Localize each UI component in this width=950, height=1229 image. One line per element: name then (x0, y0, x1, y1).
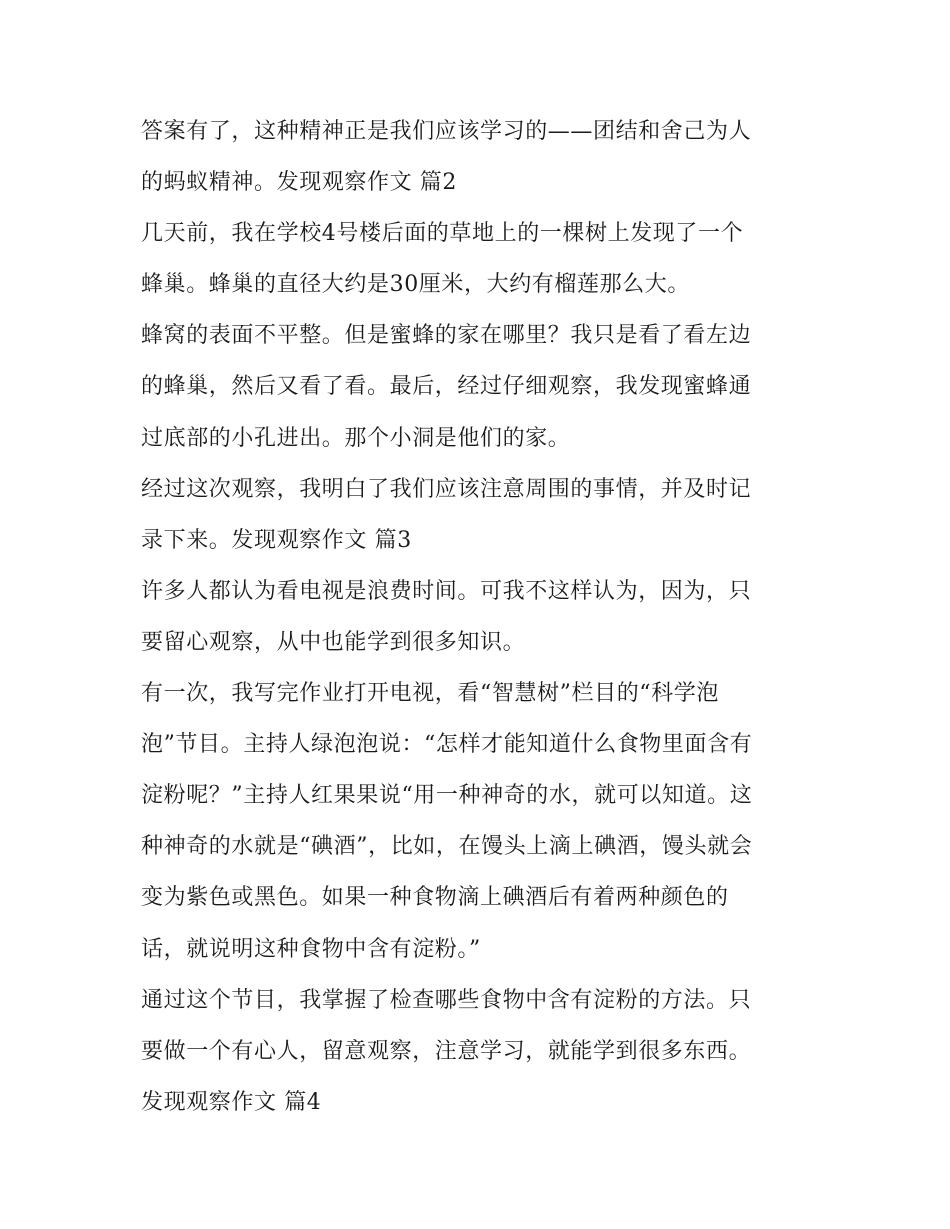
text-line: 要做一个有心人，留意观察，注意学习，就能学到很多东西。 (141, 1038, 752, 1064)
text-line: 淀粉呢？”主持人红果果说“用一种神奇的水，就可以知道。这 (141, 783, 753, 809)
text-line: 通过这个节目，我掌握了检查哪些食物中含有淀粉的方法。只 (141, 987, 752, 1013)
text-line: 种神奇的水就是“碘酒”，比如，在馒头上滴上碘酒，馒头就会 (141, 834, 753, 860)
text-line: 变为紫色或黑色。如果一种食物滴上碘酒后有着两种颜色的 (141, 885, 729, 911)
text-line: 要留心观察，从中也能学到很多知识。 (141, 629, 526, 655)
text-line: 话，就说明这种食物中含有淀粉。” (141, 936, 481, 962)
text-line: 蜂巢。蜂巢的直径大约是30厘米，大约有榴莲那么大。 (141, 272, 690, 298)
text-line: 有一次，我写完作业打开电视，看“智慧树”栏目的“科学泡 (141, 681, 719, 707)
text-line: 的蚂蚁精神。发现观察作文 篇2 (141, 170, 457, 196)
text-line: 答案有了，这种精神正是我们应该学习的——团结和舍己为人 (141, 119, 752, 144)
text-line: 几天前，我在学校4号楼后面的草地上的一棵树上发现了一个 (141, 221, 744, 247)
text-line: 经过这次观察，我明白了我们应该注意周围的事情，并及时记 (141, 476, 752, 502)
text-line: 蜂窝的表面不平整。但是蜜蜂的家在哪里？我只是看了看左边 (141, 323, 752, 349)
text-line: 的蜂巢，然后又看了看。最后，经过仔细观察，我发现蜜蜂通 (141, 374, 752, 400)
text-line: 过底部的小孔进出。那个小洞是他们的家。 (141, 425, 571, 451)
text-line: 录下来。发现观察作文 篇3 (141, 527, 412, 553)
text-line: 许多人都认为看电视是浪费时间。可我不这样认为，因为，只 (141, 578, 752, 604)
text-line: 泡”节目。主持人绿泡泡说：“怎样才能知道什么食物里面含有 (141, 732, 753, 758)
text-line: 发现观察作文 篇4 (141, 1089, 322, 1115)
article-body (141, 106, 821, 1128)
